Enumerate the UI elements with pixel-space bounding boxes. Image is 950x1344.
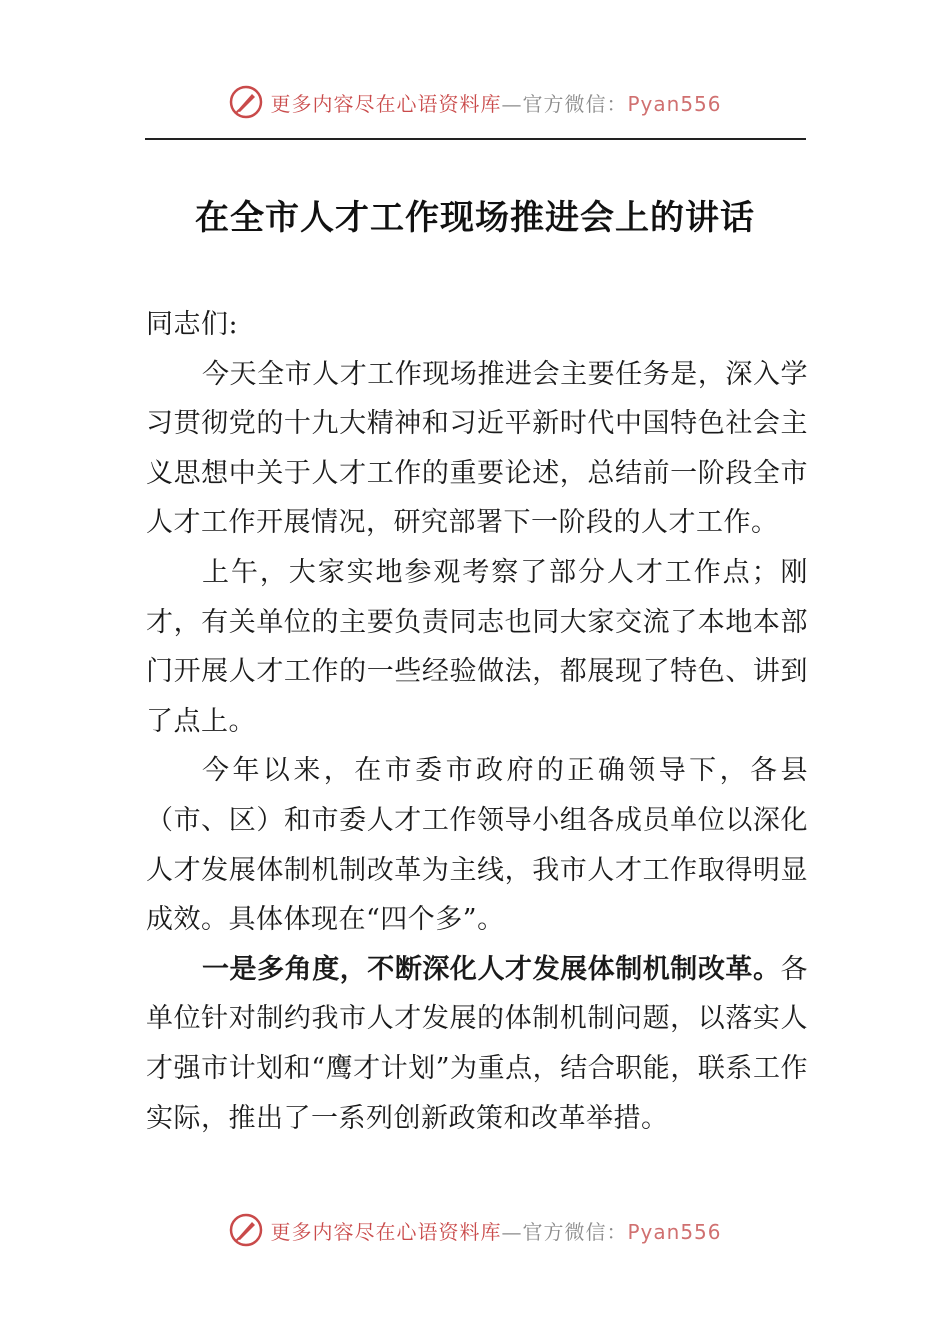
document-body: [146, 300, 808, 1143]
quill-pen-logo-icon: [228, 84, 264, 120]
paragraph-2: 上午，大家实地参观考察了部分人才工作点；刚才，有关单位的主要负责同志也同大家交流了本地本部门开展人才工作的一些经验做法，都展现了特色、讲到了点上。: [146, 556, 808, 737]
point-one-heading: 一是多角度，不断深化人才发展体制机制改革。: [202, 953, 781, 985]
wechat-label: 官方微信：: [522, 91, 628, 116]
separator: —: [501, 1219, 523, 1244]
separator: —: [501, 91, 523, 116]
header-banner-text: [270, 88, 721, 117]
paragraph-1: 今天全市人才工作现场推进会主要任务是，深入学习贯彻党的十九大精神和习近平新时代中国特色社会主义思想中关于人才工作的重要论述，总结前一阶段全市人才工作开展情况，研究部署下一阶段的人才工作。: [146, 358, 808, 539]
quill-pen-logo-icon: [228, 1212, 264, 1248]
document-title: 在全市人才工作现场推进会上的讲话: [195, 198, 755, 238]
wechat-id: Pyan556: [627, 91, 722, 116]
brand-text: 更多内容尽在心语资料库: [270, 1219, 502, 1244]
salutation: 同志们:: [146, 309, 239, 340]
brand-text: 更多内容尽在心语资料库: [270, 91, 502, 116]
footer-banner-text: [270, 1216, 721, 1245]
header-divider: [145, 138, 806, 140]
footer-banner: [0, 1212, 950, 1248]
wechat-label: 官方微信：: [522, 1219, 628, 1244]
point-one-text: 各单位针对制约我市人才发展的体制机制问题，以落实人才强市计划和“鹰才计划”为重点，结合职能，联系工作实际，推出了一系列创新政策和改革举措。: [146, 953, 808, 1134]
paragraph-3: 今年以来，在市委市政府的正确领导下，各县（市、区）和市委人才工作领导小组各成员单位以深化人才发展体制机制改革为主线，我市人才工作取得明显成效。具体体现在“四个多”。: [146, 755, 808, 936]
paragraph-4: [146, 945, 808, 1143]
wechat-id: Pyan556: [627, 1219, 722, 1244]
header-banner: [0, 84, 950, 120]
